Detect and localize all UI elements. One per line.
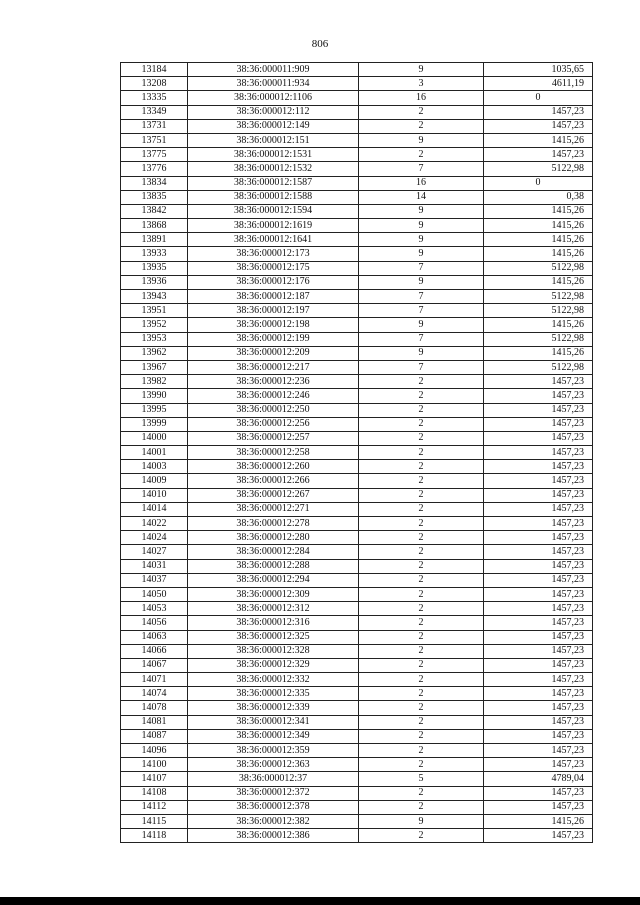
row-id-cell: 13891 bbox=[121, 233, 188, 247]
row-id-cell: 14067 bbox=[121, 658, 188, 672]
value-cell: 1457,23 bbox=[484, 375, 593, 389]
row-id-cell: 13952 bbox=[121, 318, 188, 332]
row-id-cell: 13776 bbox=[121, 162, 188, 176]
cadastral-number-cell: 38:36:000012:309 bbox=[188, 587, 359, 601]
value-cell: 1457,23 bbox=[484, 673, 593, 687]
value-cell: 1457,23 bbox=[484, 729, 593, 743]
table-row bbox=[121, 105, 593, 119]
cadastral-number-cell: 38:36:000012:209 bbox=[188, 346, 359, 360]
code-cell: 9 bbox=[359, 318, 484, 332]
cadastral-number-cell: 38:36:000012:1587 bbox=[188, 176, 359, 190]
value-cell: 1457,23 bbox=[484, 417, 593, 431]
value-cell: 4789,04 bbox=[484, 772, 593, 786]
code-cell: 2 bbox=[359, 417, 484, 431]
code-cell: 2 bbox=[359, 148, 484, 162]
row-id-cell: 14081 bbox=[121, 715, 188, 729]
row-id-cell: 14003 bbox=[121, 460, 188, 474]
table-row bbox=[121, 403, 593, 417]
row-id-cell: 13951 bbox=[121, 304, 188, 318]
table-row bbox=[121, 318, 593, 332]
table-row bbox=[121, 119, 593, 133]
code-cell: 2 bbox=[359, 673, 484, 687]
value-cell: 1415,26 bbox=[484, 814, 593, 828]
value-cell: 1457,23 bbox=[484, 658, 593, 672]
row-id-cell: 13349 bbox=[121, 105, 188, 119]
row-id-cell: 14087 bbox=[121, 729, 188, 743]
table-row bbox=[121, 190, 593, 204]
row-id-cell: 13775 bbox=[121, 148, 188, 162]
value-cell: 0 bbox=[484, 176, 593, 190]
table-row bbox=[121, 814, 593, 828]
cadastral-number-cell: 38:36:000012:332 bbox=[188, 673, 359, 687]
cadastral-number-cell: 38:36:000012:1106 bbox=[188, 91, 359, 105]
row-id-cell: 14107 bbox=[121, 772, 188, 786]
row-id-cell: 13834 bbox=[121, 176, 188, 190]
value-cell: 1457,23 bbox=[484, 105, 593, 119]
code-cell: 2 bbox=[359, 616, 484, 630]
row-id-cell: 13999 bbox=[121, 417, 188, 431]
row-id-cell: 13835 bbox=[121, 190, 188, 204]
value-cell: 1457,23 bbox=[484, 559, 593, 573]
code-cell: 9 bbox=[359, 219, 484, 233]
cadastral-number-cell: 38:36:000012:258 bbox=[188, 446, 359, 460]
value-cell: 1457,23 bbox=[484, 545, 593, 559]
row-id-cell: 13751 bbox=[121, 133, 188, 147]
table-row bbox=[121, 673, 593, 687]
table-row bbox=[121, 800, 593, 814]
cadastral-number-cell: 38:36:000012:217 bbox=[188, 360, 359, 374]
cadastral-number-cell: 38:36:000012:359 bbox=[188, 744, 359, 758]
table-row bbox=[121, 290, 593, 304]
cadastral-number-cell: 38:36:000012:288 bbox=[188, 559, 359, 573]
cadastral-number-cell: 38:36:000012:260 bbox=[188, 460, 359, 474]
cadastral-number-cell: 38:36:000012:37 bbox=[188, 772, 359, 786]
table-row bbox=[121, 417, 593, 431]
code-cell: 9 bbox=[359, 247, 484, 261]
value-cell: 1457,23 bbox=[484, 431, 593, 445]
value-cell: 1415,26 bbox=[484, 204, 593, 218]
cadastral-number-cell: 38:36:000012:329 bbox=[188, 658, 359, 672]
table-row bbox=[121, 630, 593, 644]
code-cell: 2 bbox=[359, 446, 484, 460]
value-cell: 1457,23 bbox=[484, 758, 593, 772]
value-cell: 1457,23 bbox=[484, 602, 593, 616]
cadastral-number-cell: 38:36:000012:1641 bbox=[188, 233, 359, 247]
cadastral-number-cell: 38:36:000012:266 bbox=[188, 474, 359, 488]
value-cell: 1457,23 bbox=[484, 644, 593, 658]
code-cell: 3 bbox=[359, 77, 484, 91]
cadastral-table bbox=[120, 62, 593, 843]
row-id-cell: 13933 bbox=[121, 247, 188, 261]
row-id-cell: 14100 bbox=[121, 758, 188, 772]
table-row bbox=[121, 148, 593, 162]
value-cell: 1457,23 bbox=[484, 786, 593, 800]
code-cell: 2 bbox=[359, 502, 484, 516]
code-cell: 7 bbox=[359, 304, 484, 318]
table-row bbox=[121, 744, 593, 758]
cadastral-number-cell: 38:36:000012:267 bbox=[188, 488, 359, 502]
code-cell: 2 bbox=[359, 517, 484, 531]
table-row bbox=[121, 204, 593, 218]
code-cell: 2 bbox=[359, 630, 484, 644]
value-cell: 5122,98 bbox=[484, 360, 593, 374]
code-cell: 2 bbox=[359, 488, 484, 502]
row-id-cell: 13967 bbox=[121, 360, 188, 374]
row-id-cell: 13731 bbox=[121, 119, 188, 133]
value-cell: 1457,23 bbox=[484, 531, 593, 545]
row-id-cell: 13995 bbox=[121, 403, 188, 417]
row-id-cell: 14063 bbox=[121, 630, 188, 644]
value-cell: 1457,23 bbox=[484, 744, 593, 758]
cadastral-number-cell: 38:36:000012:349 bbox=[188, 729, 359, 743]
value-cell: 1457,23 bbox=[484, 517, 593, 531]
table-row bbox=[121, 431, 593, 445]
code-cell: 2 bbox=[359, 119, 484, 133]
row-id-cell: 14001 bbox=[121, 446, 188, 460]
table-row bbox=[121, 502, 593, 516]
code-cell: 2 bbox=[359, 715, 484, 729]
cadastral-number-cell: 38:36:000012:1619 bbox=[188, 219, 359, 233]
table-row bbox=[121, 829, 593, 843]
cadastral-number-cell: 38:36:000012:149 bbox=[188, 119, 359, 133]
value-cell: 1415,26 bbox=[484, 219, 593, 233]
table-row bbox=[121, 474, 593, 488]
cadastral-number-cell: 38:36:000012:257 bbox=[188, 431, 359, 445]
code-cell: 7 bbox=[359, 290, 484, 304]
cadastral-number-cell: 38:36:000012:382 bbox=[188, 814, 359, 828]
code-cell: 2 bbox=[359, 403, 484, 417]
table-row bbox=[121, 332, 593, 346]
row-id-cell: 14009 bbox=[121, 474, 188, 488]
cadastral-number-cell: 38:36:000012:176 bbox=[188, 275, 359, 289]
cadastral-number-cell: 38:36:000012:197 bbox=[188, 304, 359, 318]
table-row bbox=[121, 545, 593, 559]
value-cell: 1457,23 bbox=[484, 687, 593, 701]
value-cell: 1457,23 bbox=[484, 701, 593, 715]
cadastral-number-cell: 38:36:000012:173 bbox=[188, 247, 359, 261]
code-cell: 2 bbox=[359, 545, 484, 559]
code-cell: 5 bbox=[359, 772, 484, 786]
value-cell: 1457,23 bbox=[484, 148, 593, 162]
table-row bbox=[121, 133, 593, 147]
table-row bbox=[121, 602, 593, 616]
code-cell: 2 bbox=[359, 587, 484, 601]
code-cell: 2 bbox=[359, 744, 484, 758]
table-row bbox=[121, 758, 593, 772]
cadastral-number-cell: 38:36:000012:250 bbox=[188, 403, 359, 417]
value-cell: 1457,23 bbox=[484, 460, 593, 474]
code-cell: 2 bbox=[359, 460, 484, 474]
row-id-cell: 14071 bbox=[121, 673, 188, 687]
code-cell: 7 bbox=[359, 360, 484, 374]
row-id-cell: 13943 bbox=[121, 290, 188, 304]
code-cell: 9 bbox=[359, 275, 484, 289]
value-cell: 1457,23 bbox=[484, 474, 593, 488]
code-cell: 16 bbox=[359, 91, 484, 105]
value-cell: 5122,98 bbox=[484, 290, 593, 304]
row-id-cell: 14112 bbox=[121, 800, 188, 814]
code-cell: 9 bbox=[359, 233, 484, 247]
cadastral-number-cell: 38:36:000012:312 bbox=[188, 602, 359, 616]
code-cell: 2 bbox=[359, 701, 484, 715]
table-body bbox=[121, 63, 593, 843]
cadastral-number-cell: 38:36:000012:294 bbox=[188, 573, 359, 587]
table-row bbox=[121, 729, 593, 743]
value-cell: 1457,23 bbox=[484, 403, 593, 417]
row-id-cell: 14115 bbox=[121, 814, 188, 828]
table-row bbox=[121, 772, 593, 786]
cadastral-number-cell: 38:36:000011:934 bbox=[188, 77, 359, 91]
table-row bbox=[121, 77, 593, 91]
cadastral-number-cell: 38:36:000012:112 bbox=[188, 105, 359, 119]
page-number: 806 bbox=[311, 38, 329, 50]
code-cell: 2 bbox=[359, 474, 484, 488]
value-cell: 0,38 bbox=[484, 190, 593, 204]
value-cell: 1457,23 bbox=[484, 587, 593, 601]
value-cell: 5122,98 bbox=[484, 162, 593, 176]
value-cell: 1415,26 bbox=[484, 346, 593, 360]
table-row bbox=[121, 446, 593, 460]
cadastral-number-cell: 38:36:000012:151 bbox=[188, 133, 359, 147]
cadastral-number-cell: 38:36:000012:378 bbox=[188, 800, 359, 814]
table-row bbox=[121, 644, 593, 658]
table-row bbox=[121, 261, 593, 275]
value-cell: 1457,23 bbox=[484, 488, 593, 502]
value-cell: 0 bbox=[484, 91, 593, 105]
value-cell: 1457,23 bbox=[484, 630, 593, 644]
value-cell: 1457,23 bbox=[484, 446, 593, 460]
table-row bbox=[121, 219, 593, 233]
row-id-cell: 14000 bbox=[121, 431, 188, 445]
code-cell: 2 bbox=[359, 573, 484, 587]
cadastral-number-cell: 38:36:000012:372 bbox=[188, 786, 359, 800]
code-cell: 2 bbox=[359, 729, 484, 743]
row-id-cell: 14027 bbox=[121, 545, 188, 559]
cadastral-number-cell: 38:36:000012:175 bbox=[188, 261, 359, 275]
table-row bbox=[121, 91, 593, 105]
code-cell: 9 bbox=[359, 204, 484, 218]
table-row bbox=[121, 517, 593, 531]
table-row bbox=[121, 63, 593, 77]
cadastral-number-cell: 38:36:000012:328 bbox=[188, 644, 359, 658]
table-row bbox=[121, 375, 593, 389]
code-cell: 2 bbox=[359, 687, 484, 701]
value-cell: 1457,23 bbox=[484, 502, 593, 516]
cadastral-number-cell: 38:36:000012:335 bbox=[188, 687, 359, 701]
table-row bbox=[121, 701, 593, 715]
cadastral-number-cell: 38:36:000012:1588 bbox=[188, 190, 359, 204]
code-cell: 14 bbox=[359, 190, 484, 204]
row-id-cell: 14050 bbox=[121, 587, 188, 601]
code-cell: 2 bbox=[359, 758, 484, 772]
row-id-cell: 14024 bbox=[121, 531, 188, 545]
cadastral-number-cell: 38:36:000012:236 bbox=[188, 375, 359, 389]
cadastral-number-cell: 38:36:000012:363 bbox=[188, 758, 359, 772]
scan-edge-bar bbox=[0, 897, 640, 905]
value-cell: 1415,26 bbox=[484, 133, 593, 147]
table-row bbox=[121, 531, 593, 545]
code-cell: 2 bbox=[359, 531, 484, 545]
row-id-cell: 13208 bbox=[121, 77, 188, 91]
cadastral-number-cell: 38:36:000012:339 bbox=[188, 701, 359, 715]
row-id-cell: 13868 bbox=[121, 219, 188, 233]
table-row bbox=[121, 658, 593, 672]
code-cell: 2 bbox=[359, 602, 484, 616]
value-cell: 1457,23 bbox=[484, 616, 593, 630]
cadastral-number-cell: 38:36:000011:909 bbox=[188, 63, 359, 77]
value-cell: 1457,23 bbox=[484, 573, 593, 587]
table-row bbox=[121, 616, 593, 630]
code-cell: 2 bbox=[359, 105, 484, 119]
value-cell: 1457,23 bbox=[484, 829, 593, 843]
row-id-cell: 14078 bbox=[121, 701, 188, 715]
row-id-cell: 14108 bbox=[121, 786, 188, 800]
row-id-cell: 13335 bbox=[121, 91, 188, 105]
value-cell: 1457,23 bbox=[484, 389, 593, 403]
cadastral-number-cell: 38:36:000012:1532 bbox=[188, 162, 359, 176]
table-row bbox=[121, 162, 593, 176]
cadastral-number-cell: 38:36:000012:278 bbox=[188, 517, 359, 531]
cadastral-number-cell: 38:36:000012:341 bbox=[188, 715, 359, 729]
cadastral-number-cell: 38:36:000012:386 bbox=[188, 829, 359, 843]
row-id-cell: 14074 bbox=[121, 687, 188, 701]
row-id-cell: 14014 bbox=[121, 502, 188, 516]
value-cell: 5122,98 bbox=[484, 332, 593, 346]
cadastral-number-cell: 38:36:000012:199 bbox=[188, 332, 359, 346]
row-id-cell: 13953 bbox=[121, 332, 188, 346]
code-cell: 9 bbox=[359, 346, 484, 360]
value-cell: 1415,26 bbox=[484, 318, 593, 332]
code-cell: 2 bbox=[359, 800, 484, 814]
value-cell: 1457,23 bbox=[484, 715, 593, 729]
value-cell: 1415,26 bbox=[484, 275, 593, 289]
value-cell: 1457,23 bbox=[484, 800, 593, 814]
row-id-cell: 13184 bbox=[121, 63, 188, 77]
table-row bbox=[121, 346, 593, 360]
value-cell: 1415,26 bbox=[484, 247, 593, 261]
row-id-cell: 14118 bbox=[121, 829, 188, 843]
table-row bbox=[121, 786, 593, 800]
cadastral-number-cell: 38:36:000012:256 bbox=[188, 417, 359, 431]
row-id-cell: 13935 bbox=[121, 261, 188, 275]
row-id-cell: 14022 bbox=[121, 517, 188, 531]
table-row bbox=[121, 233, 593, 247]
code-cell: 2 bbox=[359, 658, 484, 672]
code-cell: 2 bbox=[359, 389, 484, 403]
row-id-cell: 14031 bbox=[121, 559, 188, 573]
code-cell: 7 bbox=[359, 261, 484, 275]
table-row bbox=[121, 559, 593, 573]
value-cell: 1457,23 bbox=[484, 119, 593, 133]
value-cell: 1415,26 bbox=[484, 233, 593, 247]
cadastral-number-cell: 38:36:000012:284 bbox=[188, 545, 359, 559]
cadastral-number-cell: 38:36:000012:187 bbox=[188, 290, 359, 304]
table-row bbox=[121, 587, 593, 601]
row-id-cell: 13962 bbox=[121, 346, 188, 360]
table-row bbox=[121, 573, 593, 587]
row-id-cell: 13936 bbox=[121, 275, 188, 289]
row-id-cell: 14096 bbox=[121, 744, 188, 758]
code-cell: 9 bbox=[359, 63, 484, 77]
cadastral-number-cell: 38:36:000012:280 bbox=[188, 531, 359, 545]
code-cell: 2 bbox=[359, 644, 484, 658]
cadastral-number-cell: 38:36:000012:325 bbox=[188, 630, 359, 644]
table-row bbox=[121, 715, 593, 729]
row-id-cell: 13990 bbox=[121, 389, 188, 403]
row-id-cell: 14010 bbox=[121, 488, 188, 502]
code-cell: 9 bbox=[359, 133, 484, 147]
code-cell: 2 bbox=[359, 431, 484, 445]
code-cell: 7 bbox=[359, 162, 484, 176]
table-row bbox=[121, 389, 593, 403]
row-id-cell: 14066 bbox=[121, 644, 188, 658]
row-id-cell: 13982 bbox=[121, 375, 188, 389]
code-cell: 16 bbox=[359, 176, 484, 190]
value-cell: 4611,19 bbox=[484, 77, 593, 91]
table-row bbox=[121, 687, 593, 701]
value-cell: 5122,98 bbox=[484, 261, 593, 275]
code-cell: 7 bbox=[359, 332, 484, 346]
row-id-cell: 14056 bbox=[121, 616, 188, 630]
code-cell: 9 bbox=[359, 814, 484, 828]
code-cell: 2 bbox=[359, 559, 484, 573]
table-row bbox=[121, 275, 593, 289]
table-row bbox=[121, 176, 593, 190]
cadastral-number-cell: 38:36:000012:1531 bbox=[188, 148, 359, 162]
cadastral-number-cell: 38:36:000012:316 bbox=[188, 616, 359, 630]
table-row bbox=[121, 488, 593, 502]
table-row bbox=[121, 247, 593, 261]
row-id-cell: 14053 bbox=[121, 602, 188, 616]
table-row bbox=[121, 460, 593, 474]
row-id-cell: 14037 bbox=[121, 573, 188, 587]
cadastral-number-cell: 38:36:000012:1594 bbox=[188, 204, 359, 218]
cadastral-number-cell: 38:36:000012:246 bbox=[188, 389, 359, 403]
row-id-cell: 13842 bbox=[121, 204, 188, 218]
value-cell: 1035,65 bbox=[484, 63, 593, 77]
value-cell: 5122,98 bbox=[484, 304, 593, 318]
code-cell: 2 bbox=[359, 786, 484, 800]
code-cell: 2 bbox=[359, 375, 484, 389]
table-row bbox=[121, 360, 593, 374]
cadastral-number-cell: 38:36:000012:271 bbox=[188, 502, 359, 516]
table-row bbox=[121, 304, 593, 318]
code-cell: 2 bbox=[359, 829, 484, 843]
cadastral-number-cell: 38:36:000012:198 bbox=[188, 318, 359, 332]
